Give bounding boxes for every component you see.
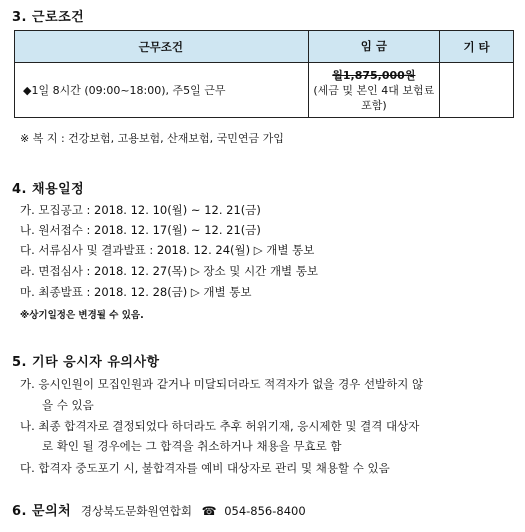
- notice-item: 가. 응시인원이 모집인원과 같거나 미달되더라도 적격자가 없을 경우 선발하지 않: [20, 377, 424, 391]
- schedule-item: 마. 최종발표 : 2018. 12. 28(금) ▷ 개별 통보: [20, 285, 252, 299]
- schedule-item: 다. 서류심사 및 결과발표 : 2018. 12. 24(월) ▷ 개별 통보: [20, 243, 315, 257]
- contact-phone: 054-856-8400: [224, 504, 306, 518]
- header-conditions: 근무조건: [15, 31, 309, 63]
- notice-item: 나. 최종 합격자로 결정되었다 하더라도 추후 허위기재, 응시제한 및 결격 대상자: [20, 419, 420, 433]
- telephone-icon: ☎: [201, 504, 217, 518]
- section-4-title: 4. 채용일정: [12, 182, 85, 197]
- cell-etc: [440, 63, 514, 118]
- schedule-item: 라. 면접심사 : 2018. 12. 27(목) ▷ 장소 및 시간 개별 통보: [20, 264, 319, 278]
- notice-item-cont: 로 확인 될 경우에는 그 합격을 취소하거나 채용을 무효로 함: [42, 439, 342, 453]
- schedule-item: 가. 모집공고 : 2018. 12. 10(월) ~ 12. 21(금): [20, 203, 261, 217]
- section-6-title: 6. 문의처: [12, 504, 72, 519]
- contact-org: 경상북도문화원연합회: [80, 504, 192, 518]
- welfare-line: [20, 130, 284, 146]
- table-header-row: [15, 31, 514, 63]
- header-wage: 임 금: [308, 31, 440, 63]
- wage-note-1: (세금 및 본인 4대 보험료: [313, 83, 435, 97]
- cell-wage: [308, 63, 440, 118]
- schedule-item: 나. 원서접수 : 2018. 12. 17(월) ~ 12. 21(금): [20, 223, 261, 237]
- notice-item-cont: 을 수 있음: [42, 398, 94, 412]
- header-etc: 기 타: [440, 31, 514, 63]
- section-5-title: 5. 기타 응시자 유의사항: [12, 355, 160, 370]
- table-row: [15, 63, 514, 118]
- welfare-value: 건강보험, 고용보험, 산재보험, 국민연금 가입: [68, 132, 284, 145]
- section-3-title: 3. 근로조건: [12, 10, 85, 25]
- work-conditions-table: [14, 30, 514, 118]
- wage-amount: 월1,875,000원: [332, 68, 416, 82]
- schedule-note: ※상기일정은 변경될 수 있음.: [20, 310, 144, 321]
- welfare-label: ※ 복 지 :: [20, 132, 65, 145]
- wage-note-2: 포함): [361, 98, 387, 112]
- cell-condition: ◆1일 8시간 (09:00~18:00), 주5일 근무: [15, 63, 309, 118]
- contact-line: [12, 500, 306, 519]
- notice-item: 다. 합격자 중도포기 시, 불합격자를 예비 대상자로 관리 및 채용할 수 있음: [20, 461, 390, 475]
